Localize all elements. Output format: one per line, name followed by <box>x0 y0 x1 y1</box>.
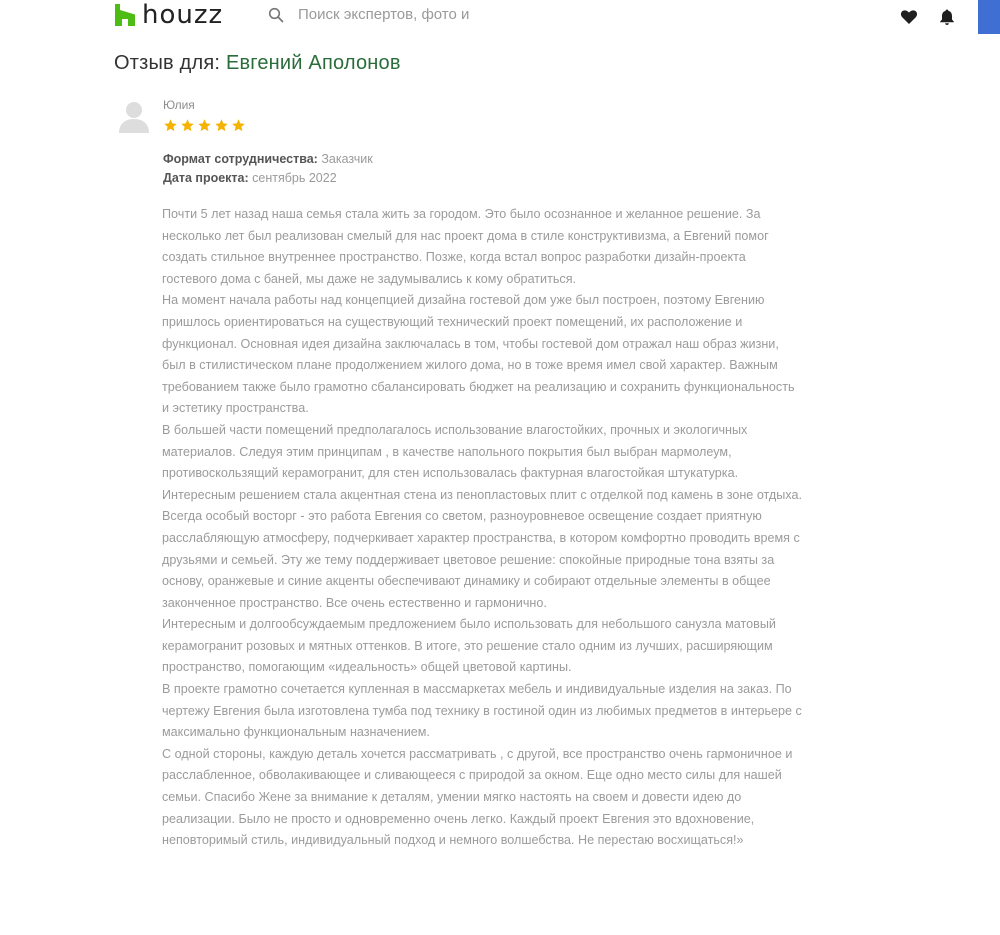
star-icon <box>231 118 246 133</box>
date-label: Дата проекта: <box>163 171 249 185</box>
search-icon <box>268 7 284 23</box>
star-icon <box>197 118 212 133</box>
page-title <box>114 52 401 75</box>
logo-text: houzz <box>142 0 224 30</box>
reviewer-name[interactable]: Юлия <box>163 98 195 112</box>
cooperation-value: Заказчик <box>321 152 373 166</box>
review-paragraph: С одной стороны, каждую деталь хочется рассматривать , с другой, все пространство очень гармоничное и расслабленное, обволакивающее и сливающееся с природой за окном. Еще одно место силы для нашей семьи. Спасибо Жене за внимание к деталям, умении мягко настоять на своем и довести идею до реализации. Было не просто и одновременно очень легко. Каждый проект Евгения это вдохновение, неповторимый стиль, индивидуальный подход и немного волшебства. Не перестаю восхищаться!» <box>162 746 793 848</box>
star-rating <box>163 118 246 133</box>
review-paragraph: В проекте грамотно сочетается купленная в массмаркетах мебель и индивидуальные изделия на заказ. По чертежу Евгения была изготовлена тумба под технику в гостиной один из любимых предметов в интерьере с максимально функциональным назначением. <box>162 682 802 740</box>
heart-icon[interactable] <box>900 8 918 26</box>
review-paragraph: Всегда особый восторг - это работа Евгения со светом, разноуровневое освещение создает приятную расслабляющую атмосферу, подчеркивает характер пространства, в котором комфортно проводить время с друзьями и семьей. Эту же тему поддерживает цветовое решение: спокойные природные тона взяты за основу, оранжевые и синие акценты обеспечивают динамику и собирают отдельные элементы в общее законченное пространство. Все очень естественно и гармонично. <box>162 509 800 610</box>
review-text <box>162 204 802 852</box>
project-date <box>163 171 337 185</box>
star-icon <box>214 118 229 133</box>
review-paragraph: На момент начала работы над концепцией дизайна гостевой дом уже был построен, поэтому Евгению пришлось ориентироваться на существующий технический проект помещений, их расположение и функционал. Основная идея дизайна заключалась в том, чтобы гостевой дом отражал наш образ жизни, был в стилистическом плане продолжением жилого дома, но в тоже время имел свой характер. Важным требованием также было грамотно сбалансировать бюджет на реализацию и сохранить функциональность и эстетику пространства. <box>162 293 795 416</box>
title-prefix: Отзыв для: <box>114 52 221 74</box>
review-paragraph: Интересным и долгообсуждаемым предложением было использовать для небольшого санузла матовый керамогранит розовых и мятных оттенков. В итоге, это решение стало одним из лучших, расширяющим пространство, помогающим «идеальность» общей цветовой картины. <box>162 617 776 675</box>
date-value: сентябрь 2022 <box>252 171 337 185</box>
cooperation-format <box>163 152 373 166</box>
search-input[interactable] <box>298 6 528 23</box>
top-header <box>0 0 1000 34</box>
account-tab[interactable] <box>978 0 1000 34</box>
review-paragraph: Почти 5 лет назад наша семья стала жить за городом. Это было осознанное и желанное решение. За несколько лет был реализован смелый для нас проект дома в стиле конструктивизма, а Евгений помог создать стильное внутреннее пространство. Позже, когда встал вопрос разработки дизайн-проекта гостевого дома с баней, мы даже не задумывались к кому обратиться. <box>162 207 769 286</box>
houzz-logo-icon <box>114 4 136 26</box>
professional-name-link[interactable]: Евгений Аполонов <box>225 52 401 74</box>
review-paragraph: В большей части помещений предполагалось использование влагостойких, прочных и экологичных материалов. Следуя этим принципам , в качестве напольного покрытия был выбран мармолеум, противоскользящий керамогранит, для стен использовалась фактурная влагостойкая штукатурка. Интересным решением стала акцентная стена из пенопластовых плит с отделкой под камень в зоне отдыха. <box>162 422 802 502</box>
cooperation-label: Формат сотрудничества: <box>163 152 318 166</box>
star-icon <box>163 118 178 133</box>
star-icon <box>180 118 195 133</box>
user-avatar-icon <box>116 98 152 134</box>
houzz-logo[interactable] <box>114 2 223 28</box>
search-bar[interactable] <box>268 6 528 23</box>
bell-icon[interactable] <box>938 8 956 26</box>
